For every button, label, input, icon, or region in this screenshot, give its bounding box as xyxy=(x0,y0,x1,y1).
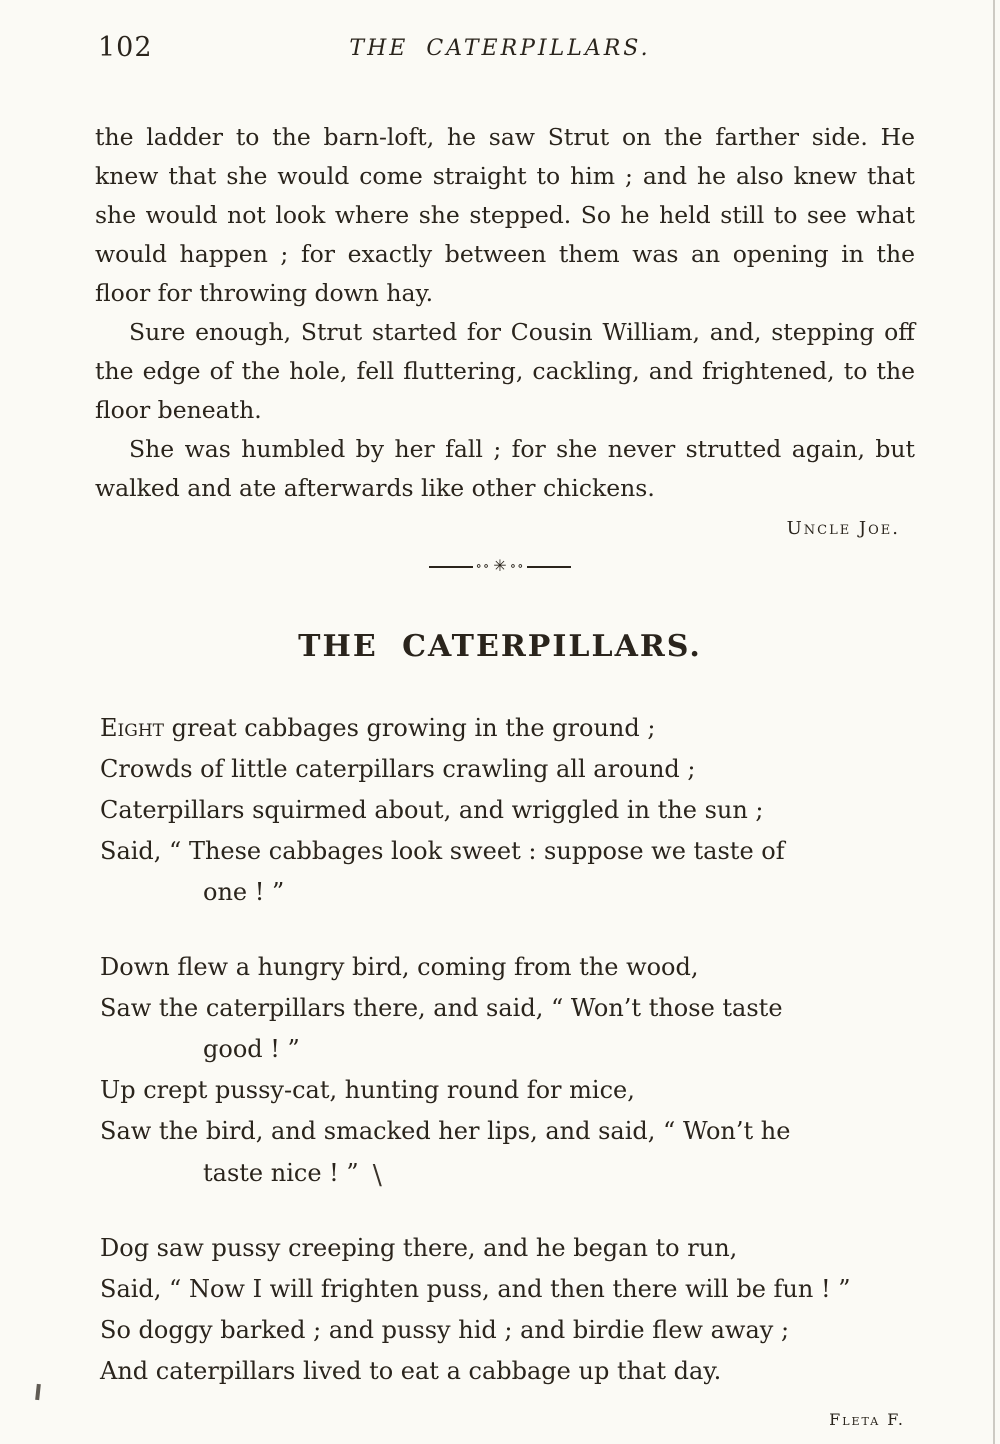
poem-title: THE CATERPILLARS. xyxy=(298,629,702,664)
page-number: 102 xyxy=(98,32,153,63)
poem-line-text: Caterpillars squirmed about, and wriggled in the sun ; xyxy=(100,796,764,824)
poem-line-text: great cabbages growing in the ground ; xyxy=(163,714,656,742)
story-paragraph: She was humbled by her fall ; for she never strutted again, but walked and ate afterwards like other chickens. xyxy=(95,435,915,502)
poem-line-text: Said, “ These cabbages look sweet : suppose we taste of xyxy=(100,837,785,865)
poem-line-text: good ! ” xyxy=(203,1035,300,1063)
page-header xyxy=(0,0,1000,76)
poem-line xyxy=(100,1070,940,1111)
poem-line xyxy=(100,947,940,988)
poem-line xyxy=(100,1111,940,1152)
pen-mark-artifact: \ xyxy=(372,1160,382,1191)
poem-line-text: Down flew a hungry bird, coming from the wood, xyxy=(100,953,699,981)
poem-line-text: Up crept pussy-cat, hunting round for mice, xyxy=(100,1076,635,1104)
poem-line-text: taste nice ! ” xyxy=(203,1159,359,1187)
poem-line-text: one ! ” xyxy=(203,878,285,906)
poem-stanza xyxy=(100,708,940,913)
divider-line-icon xyxy=(429,566,473,568)
poem-line xyxy=(100,988,940,1029)
poem-line xyxy=(100,790,940,831)
divider-star-icon: ✳ xyxy=(493,556,507,575)
poem-line xyxy=(100,1029,940,1070)
poem-body xyxy=(100,708,940,1392)
scan-edge-artifact xyxy=(993,0,995,1444)
poem-line xyxy=(100,749,940,790)
poem-line xyxy=(100,1228,940,1269)
poem-line-text: Saw the bird, and smacked her lips, and said, “ Won’t he xyxy=(100,1117,791,1145)
poem-line xyxy=(100,1269,940,1310)
poem-line-text: And caterpillars lived to eat a cabbage up that day. xyxy=(100,1357,722,1385)
poem-line-text: Saw the caterpillars there, and said, “ Won’t those taste xyxy=(100,994,783,1022)
poem-line-text: Dog saw pussy creeping there, and he began to run, xyxy=(100,1234,738,1262)
poem-line xyxy=(100,831,940,872)
divider-dots-icon: ∘∘ xyxy=(509,558,525,574)
poem-line-text: Said, “ Now I will frighten puss, and then there will be fun ! ” xyxy=(100,1275,851,1303)
story-paragraph: Sure enough, Strut started for Cousin William, and, stepping off the edge of the hole, fell fluttering, cackling, and frightened, to the floor beneath. xyxy=(95,318,915,424)
ornament-divider xyxy=(0,556,1000,575)
poem-line xyxy=(100,872,940,913)
poem-line-text: Crowds of little caterpillars crawling all around ; xyxy=(100,755,696,783)
poem-line-text: So doggy barked ; and pussy hid ; and birdie flew away ; xyxy=(100,1316,790,1344)
story-section xyxy=(95,118,915,508)
poem-stanza xyxy=(100,947,940,1194)
poem-line xyxy=(100,1351,940,1392)
poem-line xyxy=(100,1152,940,1194)
story-signature: Uncle Joe. xyxy=(786,518,900,539)
scan-corner-artifact xyxy=(35,1384,41,1400)
poem-signature: Fleta F. xyxy=(829,1410,905,1429)
divider-line-icon xyxy=(527,566,571,568)
poem-line xyxy=(100,708,940,749)
lead-word: Eight xyxy=(100,714,164,742)
running-header: THE CATERPILLARS. xyxy=(349,36,651,61)
divider-dots-icon: ∘∘ xyxy=(475,558,491,574)
poem-line xyxy=(100,1310,940,1351)
story-paragraph: the ladder to the barn-loft, he saw Strut on the farther side. He knew that she would come straight to him ; and he also knew that she would not look where she stepped. So he held still to see what would happen ; for exactly between them was an opening in the floor for throwing down hay. xyxy=(95,123,915,307)
poem-stanza xyxy=(100,1228,940,1392)
